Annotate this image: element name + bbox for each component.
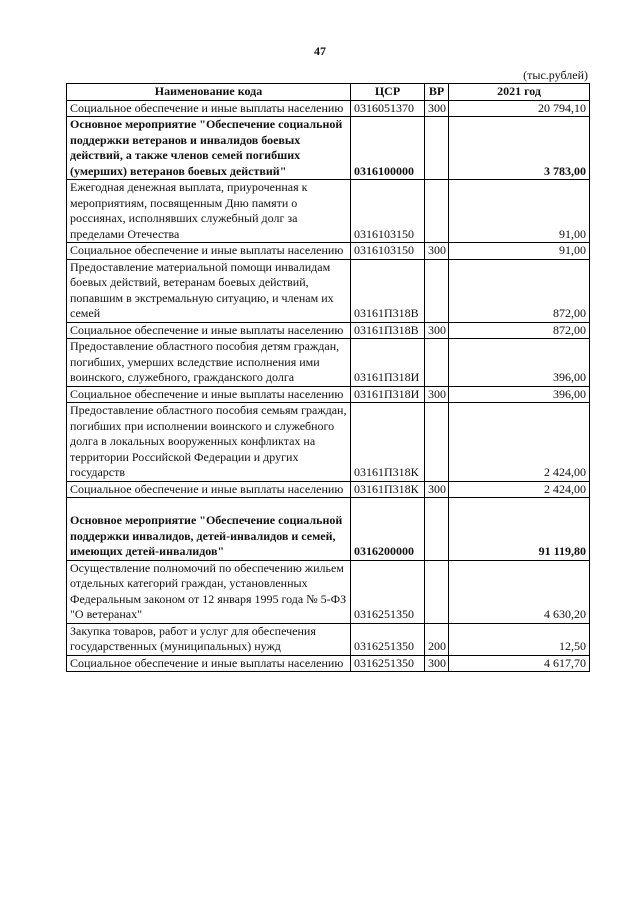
table-row — [67, 322, 590, 339]
table-body — [67, 100, 590, 672]
row-csr: 0316251350 — [351, 655, 425, 672]
row-vr — [425, 180, 449, 243]
row-name — [67, 259, 351, 322]
table-row — [67, 339, 590, 387]
row-csr: 0316103150 — [351, 180, 425, 243]
row-name-text: Социальное обеспечение и иные выплаты населению — [70, 243, 344, 257]
row-name — [67, 560, 351, 623]
row-name — [67, 100, 351, 117]
row-name — [67, 117, 351, 180]
row-amount: 4 617,70 — [449, 655, 590, 672]
table-row — [67, 498, 590, 561]
table-row — [67, 481, 590, 498]
row-name — [67, 339, 351, 387]
row-name-text: Основное мероприятие "Обеспечение социальной поддержки инвалидов, детей-инвалидов и семей, имеющих детей-инвалидов" — [70, 513, 343, 558]
table-row — [67, 655, 590, 672]
row-amount: 3 783,00 — [449, 117, 590, 180]
row-name-text: Предоставление областного пособия детям граждан, погибших, умерших вследствие исполнения ими воинского, служебного, гражданского долга — [70, 339, 340, 384]
budget-table — [66, 83, 590, 672]
row-amount: 12,50 — [449, 623, 590, 655]
row-name — [67, 180, 351, 243]
row-vr: 300 — [425, 243, 449, 260]
page-number: 47 — [314, 44, 326, 58]
row-name — [67, 322, 351, 339]
row-csr: 03161П318И — [351, 339, 425, 387]
row-amount: 872,00 — [449, 259, 590, 322]
table-row — [67, 386, 590, 403]
row-amount: 396,00 — [449, 386, 590, 403]
row-name — [67, 498, 351, 561]
units-label: (тыс.рублей) — [523, 68, 588, 82]
row-vr — [425, 403, 449, 482]
row-name-text: Предоставление материальной помощи инвалидам боевых действий, ветеранам боевых действий, попавшим в экстремальную ситуацию, и членам их семей — [70, 259, 334, 320]
row-name-text: Социальное обеспечение и иные выплаты населению — [70, 655, 344, 670]
row-vr: 300 — [425, 481, 449, 498]
table-row — [67, 623, 590, 655]
row-vr: 300 — [425, 100, 449, 117]
row-vr — [425, 498, 449, 561]
row-amount: 2 424,00 — [449, 481, 590, 498]
table-row — [67, 117, 590, 180]
header-year: 2021 год — [449, 84, 590, 101]
row-csr: 0316103150 — [351, 243, 425, 260]
row-amount: 872,00 — [449, 322, 590, 339]
row-name — [67, 403, 351, 482]
row-name-text: Осуществление полномочий по обеспечению жильем отдельных категорий граждан, установленных Федеральным законом от 12 января 1995 года № 5-ФЗ "О ветеранах" — [70, 560, 347, 621]
row-csr: 0316251350 — [351, 623, 425, 655]
table-row — [67, 259, 590, 322]
row-csr: 0316100000 — [351, 117, 425, 180]
row-vr: 200 — [425, 623, 449, 655]
row-name-text: Социальное обеспечение и иные выплаты населению — [70, 322, 344, 337]
row-name — [67, 481, 351, 498]
row-amount: 91 119,80 — [449, 498, 590, 561]
row-name-text: Основное мероприятие "Обеспечение социальной поддержки ветеранов и инвалидов боевых действий, а также членов семей погибших (умерших) ветеранов боевых действий" — [70, 117, 343, 178]
row-vr — [425, 117, 449, 180]
row-vr — [425, 259, 449, 322]
row-vr: 300 — [425, 386, 449, 403]
row-amount: 91,00 — [449, 243, 590, 260]
table-row — [67, 180, 590, 243]
row-name — [67, 623, 351, 655]
row-name-text: Социальное обеспечение и иные выплаты населению — [70, 481, 344, 496]
row-csr: 03161П318В — [351, 322, 425, 339]
row-name-text: Закупка товаров, работ и услуг для обеспечения государственных (муниципальных) нужд — [70, 623, 316, 653]
table-row — [67, 560, 590, 623]
table-row — [67, 100, 590, 117]
row-amount: 2 424,00 — [449, 403, 590, 482]
table-row — [67, 403, 590, 482]
row-name — [67, 386, 351, 403]
row-name — [67, 655, 351, 672]
row-vr: 300 — [425, 655, 449, 672]
row-vr: 300 — [425, 322, 449, 339]
row-amount: 4 630,20 — [449, 560, 590, 623]
header-vr: ВР — [425, 84, 449, 101]
table-header-row — [67, 84, 590, 101]
row-csr: 03161П318К — [351, 481, 425, 498]
row-csr: 03161П318И — [351, 386, 425, 403]
row-vr — [425, 560, 449, 623]
row-name-text: Социальное обеспечение и иные выплаты населению — [70, 386, 344, 401]
row-amount: 20 794,10 — [449, 100, 590, 117]
table-row — [67, 243, 590, 260]
row-vr — [425, 339, 449, 387]
row-name-text: Предоставление областного пособия семьям граждан, погибших при исполнении воинского и служебного долга в локальных вооруженных конфликтах на территории Российской Федерации и других государств — [70, 403, 347, 479]
header-csr: ЦСР — [351, 84, 425, 101]
row-amount: 91,00 — [449, 180, 590, 243]
row-csr: 0316200000 — [351, 498, 425, 561]
row-amount: 396,00 — [449, 339, 590, 387]
row-name-text: Социальное обеспечение и иные выплаты населению — [70, 100, 344, 115]
header-name: Наименование кода — [67, 84, 351, 101]
row-csr: 03161П318К — [351, 403, 425, 482]
row-name-text: Ежегодная денежная выплата, приуроченная к мероприятиям, посвященным Дню памяти о россиянах, исполнявших служебный долг за пределами Отечества — [70, 180, 308, 241]
row-csr: 0316051370 — [351, 100, 425, 117]
row-name — [67, 243, 351, 260]
row-csr: 03161П318В — [351, 259, 425, 322]
row-csr: 0316251350 — [351, 560, 425, 623]
row-spacer — [70, 498, 347, 513]
